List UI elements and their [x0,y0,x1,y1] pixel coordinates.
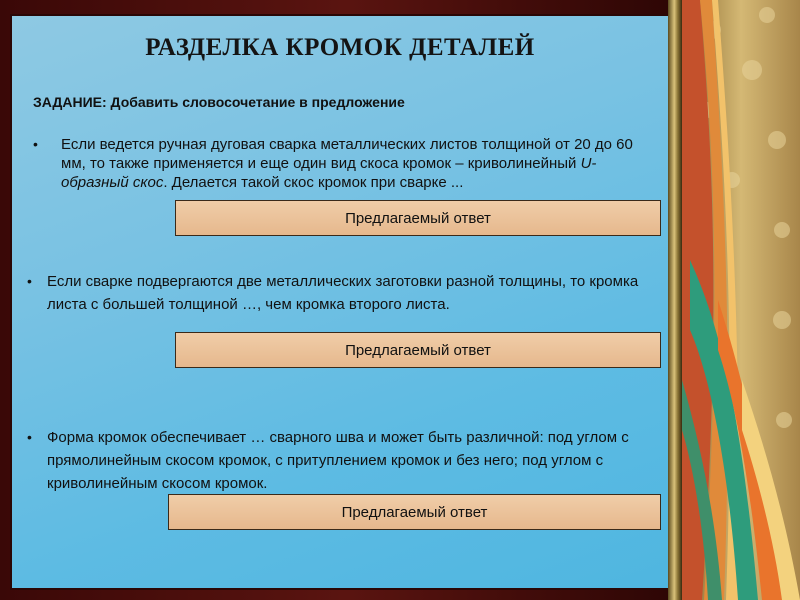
bullet-icon: • [27,273,32,289]
question-text: Если ведется ручная дуговая сварка металлических листов толщиной от 20 до 60 мм, то также применяется и еще один вид скоса кромок – криволинейный U-образный скос. Делается такой скос кромок при сварке ... [61,136,633,191]
italic-term: U-образный скос [61,155,597,191]
question-item [27,426,657,495]
bullet-icon: • [27,429,32,445]
gold-border [668,0,682,600]
proposed-answer-button[interactable]: Предлагаемый ответ [175,200,661,236]
question-item [33,135,653,192]
proposed-answer-button[interactable]: Предлагаемый ответ [175,332,661,368]
task-instruction: ЗАДАНИЕ: Добавить словосочетание в предложение [33,94,405,110]
proposed-answer-button[interactable]: Предлагаемый ответ [168,494,661,530]
ornament-graphic [682,0,800,600]
question-text: Форма кромок обеспечивает … сварного шва и может быть различной: под углом с прямолинейным скосом кромок, с притуплением кромок и без него; под углом с криволинейным скосом кромок. [47,429,629,492]
decorative-ornament [682,0,800,600]
slide-title: РАЗДЕЛКА КРОМОК ДЕТАЛЕЙ [145,34,535,61]
question-text: Если сварке подвергаются две металлических заготовки разной толщины, то кромка листа с большей толщиной …, чем кромка второго листа. [47,273,639,313]
bullet-icon: • [33,136,38,152]
question-item [27,270,657,316]
